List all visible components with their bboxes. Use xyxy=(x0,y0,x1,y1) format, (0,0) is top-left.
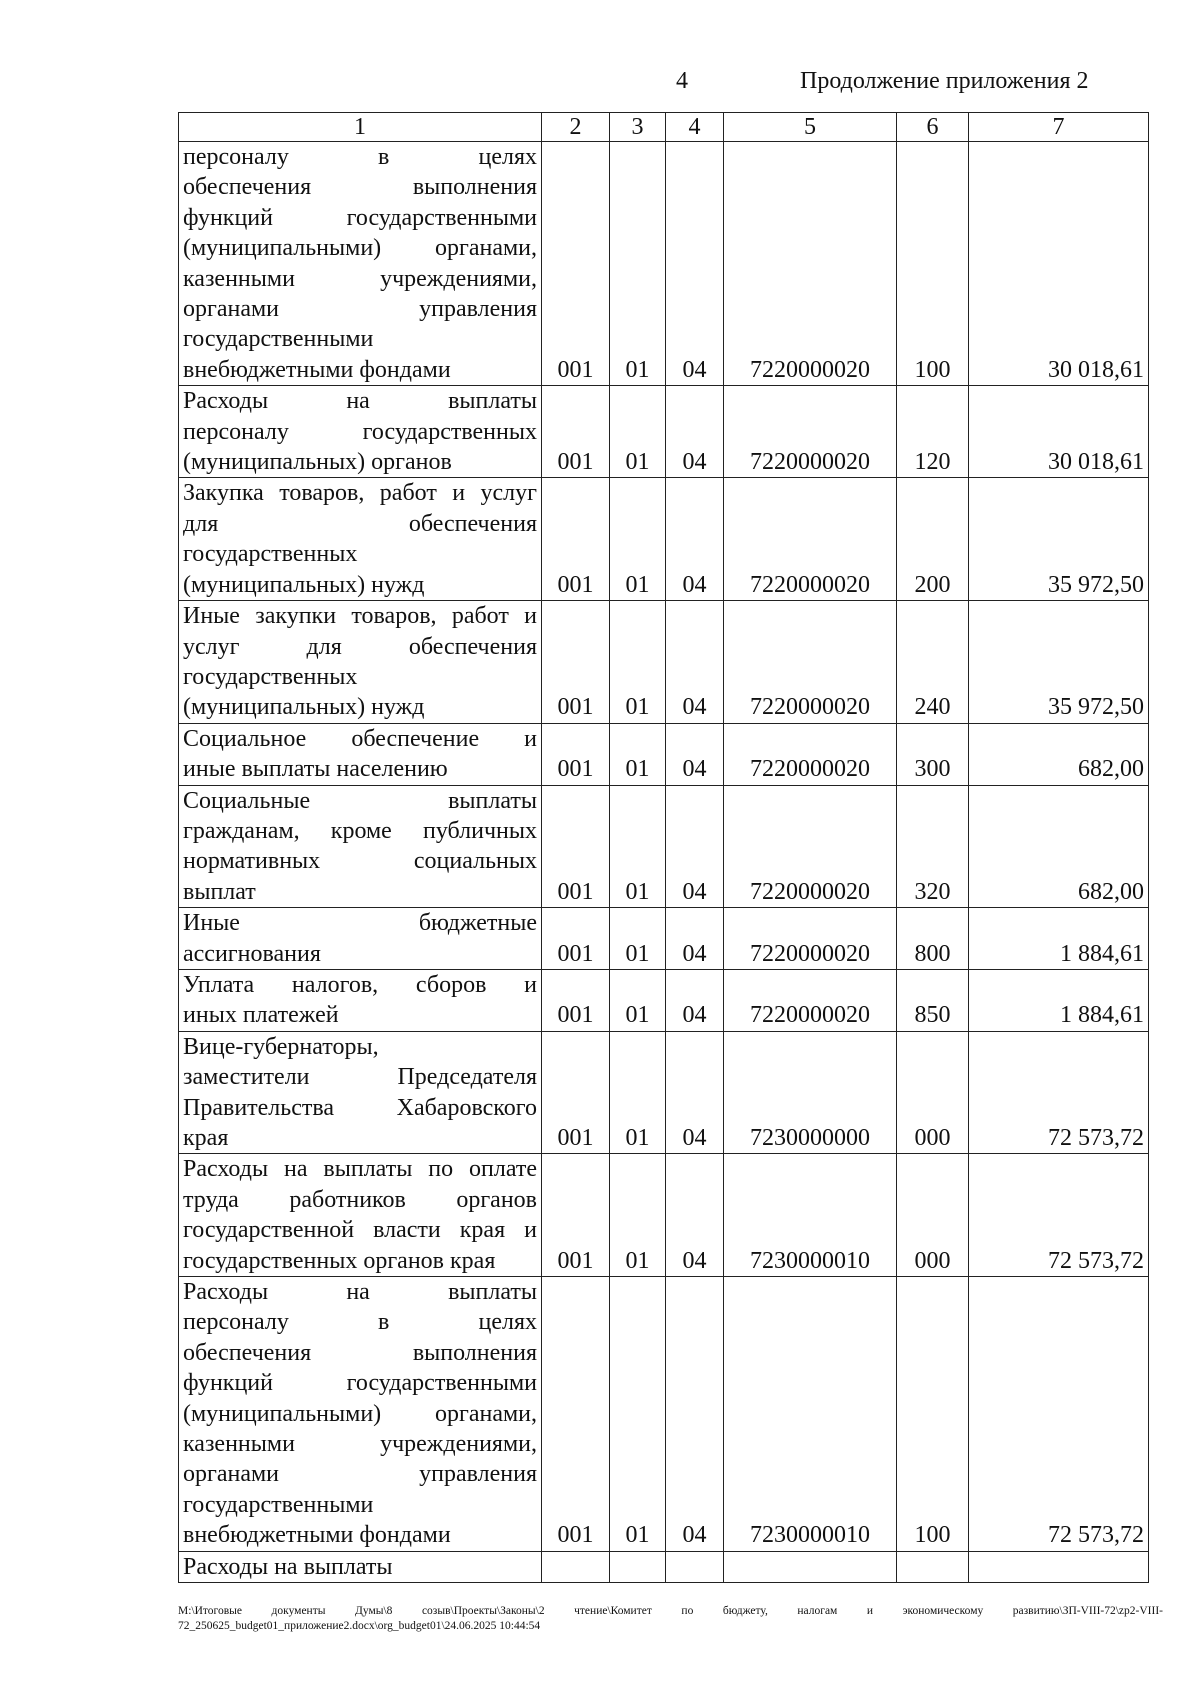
section-code-cell: 01 xyxy=(610,723,666,785)
description-line: государственных xyxy=(183,663,358,690)
expense-type-cell: 100 xyxy=(897,142,969,386)
section-code-cell: 01 xyxy=(610,478,666,601)
admin-code-cell: 001 xyxy=(542,386,610,478)
description-line: казенными учреждениями, xyxy=(183,265,537,292)
section-code-cell: 01 xyxy=(610,142,666,386)
description-line: иные выплаты населению xyxy=(183,756,448,783)
subsection-code-cell: 04 xyxy=(666,785,724,908)
subsection-code-cell: 04 xyxy=(666,1154,724,1277)
expense-type-cell: 300 xyxy=(897,723,969,785)
expense-type-cell xyxy=(897,1551,969,1582)
row-description xyxy=(179,785,542,908)
subsection-code-cell: 04 xyxy=(666,386,724,478)
description-line: обеспечения выполнения xyxy=(183,1339,537,1366)
description-line: внебюджетными фондами xyxy=(183,1522,451,1549)
table-row xyxy=(179,1277,1149,1552)
description-line: края xyxy=(183,1125,229,1151)
row-description xyxy=(179,723,542,785)
description-line: обеспечения выполнения xyxy=(183,174,537,201)
table-row xyxy=(179,969,1149,1031)
description-line: Расходы на выплаты xyxy=(183,1553,393,1580)
description-line: органами управления xyxy=(183,1461,537,1488)
amount-cell: 682,00 xyxy=(969,723,1149,785)
amount-cell: 30 018,61 xyxy=(969,142,1149,386)
table-row xyxy=(179,478,1149,601)
section-code-cell: 01 xyxy=(610,908,666,970)
budget-table xyxy=(178,112,1149,1583)
expense-type-cell: 240 xyxy=(897,601,969,724)
description-line: внебюджетными фондами xyxy=(183,356,451,383)
amount-cell: 72 573,72 xyxy=(969,1031,1149,1154)
admin-code-cell: 001 xyxy=(542,601,610,724)
target-article-cell: 7220000020 xyxy=(724,785,897,908)
table-row xyxy=(179,386,1149,478)
description-line: Иные закупки товаров, работ и xyxy=(183,603,537,630)
admin-code-cell: 001 xyxy=(542,1154,610,1277)
column-header-7: 7 xyxy=(969,113,1149,142)
description-line: государственных xyxy=(183,541,358,568)
admin-code-cell: 001 xyxy=(542,969,610,1031)
description-line: выплат xyxy=(183,878,256,905)
row-description xyxy=(179,908,542,970)
section-code-cell: 01 xyxy=(610,386,666,478)
description-line: государственной власти края и xyxy=(183,1217,537,1244)
subsection-code-cell: 04 xyxy=(666,1277,724,1552)
amount-cell: 682,00 xyxy=(969,785,1149,908)
description-line: Вице-губернаторы, xyxy=(183,1033,379,1060)
subsection-code-cell: 04 xyxy=(666,969,724,1031)
description-line: Расходы на выплаты xyxy=(183,388,537,415)
amount-cell: 72 573,72 xyxy=(969,1154,1149,1277)
target-article-cell: 7230000010 xyxy=(724,1154,897,1277)
target-article-cell: 7220000020 xyxy=(724,386,897,478)
description-line: (муниципальными) органами, xyxy=(183,235,537,262)
admin-code-cell: 001 xyxy=(542,142,610,386)
section-code-cell: 01 xyxy=(610,601,666,724)
target-article-cell: 7220000020 xyxy=(724,908,897,970)
amount-cell: 1 884,61 xyxy=(969,969,1149,1031)
description-line: иных платежей xyxy=(183,1002,339,1029)
amount-cell xyxy=(969,1551,1149,1582)
description-line: персоналу государственных xyxy=(183,418,537,445)
description-line: Расходы на выплаты по оплате xyxy=(183,1156,537,1183)
row-description xyxy=(179,1154,542,1277)
amount-cell: 30 018,61 xyxy=(969,386,1149,478)
section-code-cell: 01 xyxy=(610,785,666,908)
section-code-cell xyxy=(610,1551,666,1582)
target-article-cell: 7230000000 xyxy=(724,1031,897,1154)
description-line: труда работников органов xyxy=(183,1186,537,1213)
admin-code-cell: 001 xyxy=(542,785,610,908)
description-line: (муниципальных) нужд xyxy=(183,571,425,598)
description-line: заместители Председателя xyxy=(183,1064,537,1091)
target-article-cell: 7220000020 xyxy=(724,601,897,724)
description-line: Уплата налогов, сборов и xyxy=(183,971,537,998)
expense-type-cell: 200 xyxy=(897,478,969,601)
description-line: Расходы на выплаты xyxy=(183,1279,537,1306)
section-code-cell: 01 xyxy=(610,1154,666,1277)
subsection-code-cell: 04 xyxy=(666,478,724,601)
description-line: государственных органов края xyxy=(183,1247,496,1274)
target-article-cell: 7220000020 xyxy=(724,142,897,386)
description-line: (муниципальными) органами, xyxy=(183,1400,537,1427)
target-article-cell: 7220000020 xyxy=(724,969,897,1031)
subsection-code-cell: 04 xyxy=(666,908,724,970)
expense-type-cell: 850 xyxy=(897,969,969,1031)
row-description xyxy=(179,601,542,724)
description-line: персоналу в целях xyxy=(183,1309,537,1336)
row-description xyxy=(179,1277,542,1552)
amount-cell: 35 972,50 xyxy=(969,478,1149,601)
table-row xyxy=(179,908,1149,970)
row-description xyxy=(179,969,542,1031)
continuation-label: Продолжение приложения 2 xyxy=(800,68,1089,94)
row-description xyxy=(179,386,542,478)
description-line: для обеспечения xyxy=(183,510,537,537)
expense-type-cell: 100 xyxy=(897,1277,969,1552)
description-line: Социальные выплаты xyxy=(183,787,537,814)
subsection-code-cell: 04 xyxy=(666,142,724,386)
target-article-cell: 7220000020 xyxy=(724,478,897,601)
description-line: казенными учреждениями, xyxy=(183,1431,537,1458)
subsection-code-cell xyxy=(666,1551,724,1582)
table-row xyxy=(179,785,1149,908)
column-number-row xyxy=(179,113,1149,142)
description-line: ассигнования xyxy=(183,940,321,967)
admin-code-cell: 001 xyxy=(542,1277,610,1552)
document-file-path: M:\Итоговые документы Думы\8 созыв\Проекты\Законы\2 чтение\Комитет по бюджету, налогам и экономическому развитию\ЗП-VIII-72\zp2-VIII-72_250625_budget01_приложение2.docx\org_budget01\24.06.2025 10:44:54 xyxy=(178,1605,1163,1632)
expense-type-cell: 120 xyxy=(897,386,969,478)
description-line: нормативных социальных xyxy=(183,848,537,875)
description-line: Закупка товаров, работ и услуг xyxy=(183,480,537,507)
amount-cell: 72 573,72 xyxy=(969,1277,1149,1552)
expense-type-cell: 800 xyxy=(897,908,969,970)
row-description xyxy=(179,142,542,386)
expense-type-cell: 320 xyxy=(897,785,969,908)
row-description xyxy=(179,1551,542,1582)
row-description xyxy=(179,1031,542,1154)
description-line: персоналу в целях xyxy=(183,144,537,170)
column-header-5: 5 xyxy=(724,113,897,142)
column-header-1: 1 xyxy=(179,113,542,142)
amount-cell: 1 884,61 xyxy=(969,908,1149,970)
column-header-6: 6 xyxy=(897,113,969,142)
subsection-code-cell: 04 xyxy=(666,601,724,724)
expense-type-cell: 000 xyxy=(897,1154,969,1277)
column-header-3: 3 xyxy=(610,113,666,142)
table-row xyxy=(179,723,1149,785)
description-line: (муниципальных) органов xyxy=(183,449,452,476)
description-line: функций государственными xyxy=(183,1370,537,1397)
description-line: услуг для обеспечения xyxy=(183,633,537,660)
description-line: Иные бюджетные xyxy=(183,910,537,937)
page-number: 4 xyxy=(676,68,688,94)
section-code-cell: 01 xyxy=(610,1031,666,1154)
expense-type-cell: 000 xyxy=(897,1031,969,1154)
description-line: органами управления xyxy=(183,296,537,323)
subsection-code-cell: 04 xyxy=(666,1031,724,1154)
amount-cell: 35 972,50 xyxy=(969,601,1149,724)
subsection-code-cell: 04 xyxy=(666,723,724,785)
admin-code-cell: 001 xyxy=(542,723,610,785)
description-line: (муниципальных) нужд xyxy=(183,694,425,721)
admin-code-cell: 001 xyxy=(542,1031,610,1154)
table-row xyxy=(179,142,1149,386)
table-row xyxy=(179,1154,1149,1277)
description-line: государственными xyxy=(183,1491,374,1518)
target-article-cell xyxy=(724,1551,897,1582)
description-line: функций государственными xyxy=(183,204,537,231)
admin-code-cell xyxy=(542,1551,610,1582)
admin-code-cell: 001 xyxy=(542,478,610,601)
description-line: Социальное обеспечение и xyxy=(183,725,537,752)
section-code-cell: 01 xyxy=(610,969,666,1031)
admin-code-cell: 001 xyxy=(542,908,610,970)
row-description xyxy=(179,478,542,601)
column-header-2: 2 xyxy=(542,113,610,142)
target-article-cell: 7220000020 xyxy=(724,723,897,785)
table-row xyxy=(179,601,1149,724)
column-header-4: 4 xyxy=(666,113,724,142)
description-line: Правительства Хабаровского xyxy=(183,1094,537,1121)
section-code-cell: 01 xyxy=(610,1277,666,1552)
target-article-cell: 7230000010 xyxy=(724,1277,897,1552)
table-row xyxy=(179,1031,1149,1154)
description-line: государственными xyxy=(183,326,374,353)
table-row xyxy=(179,1551,1149,1582)
description-line: гражданам, кроме публичных xyxy=(183,817,537,844)
